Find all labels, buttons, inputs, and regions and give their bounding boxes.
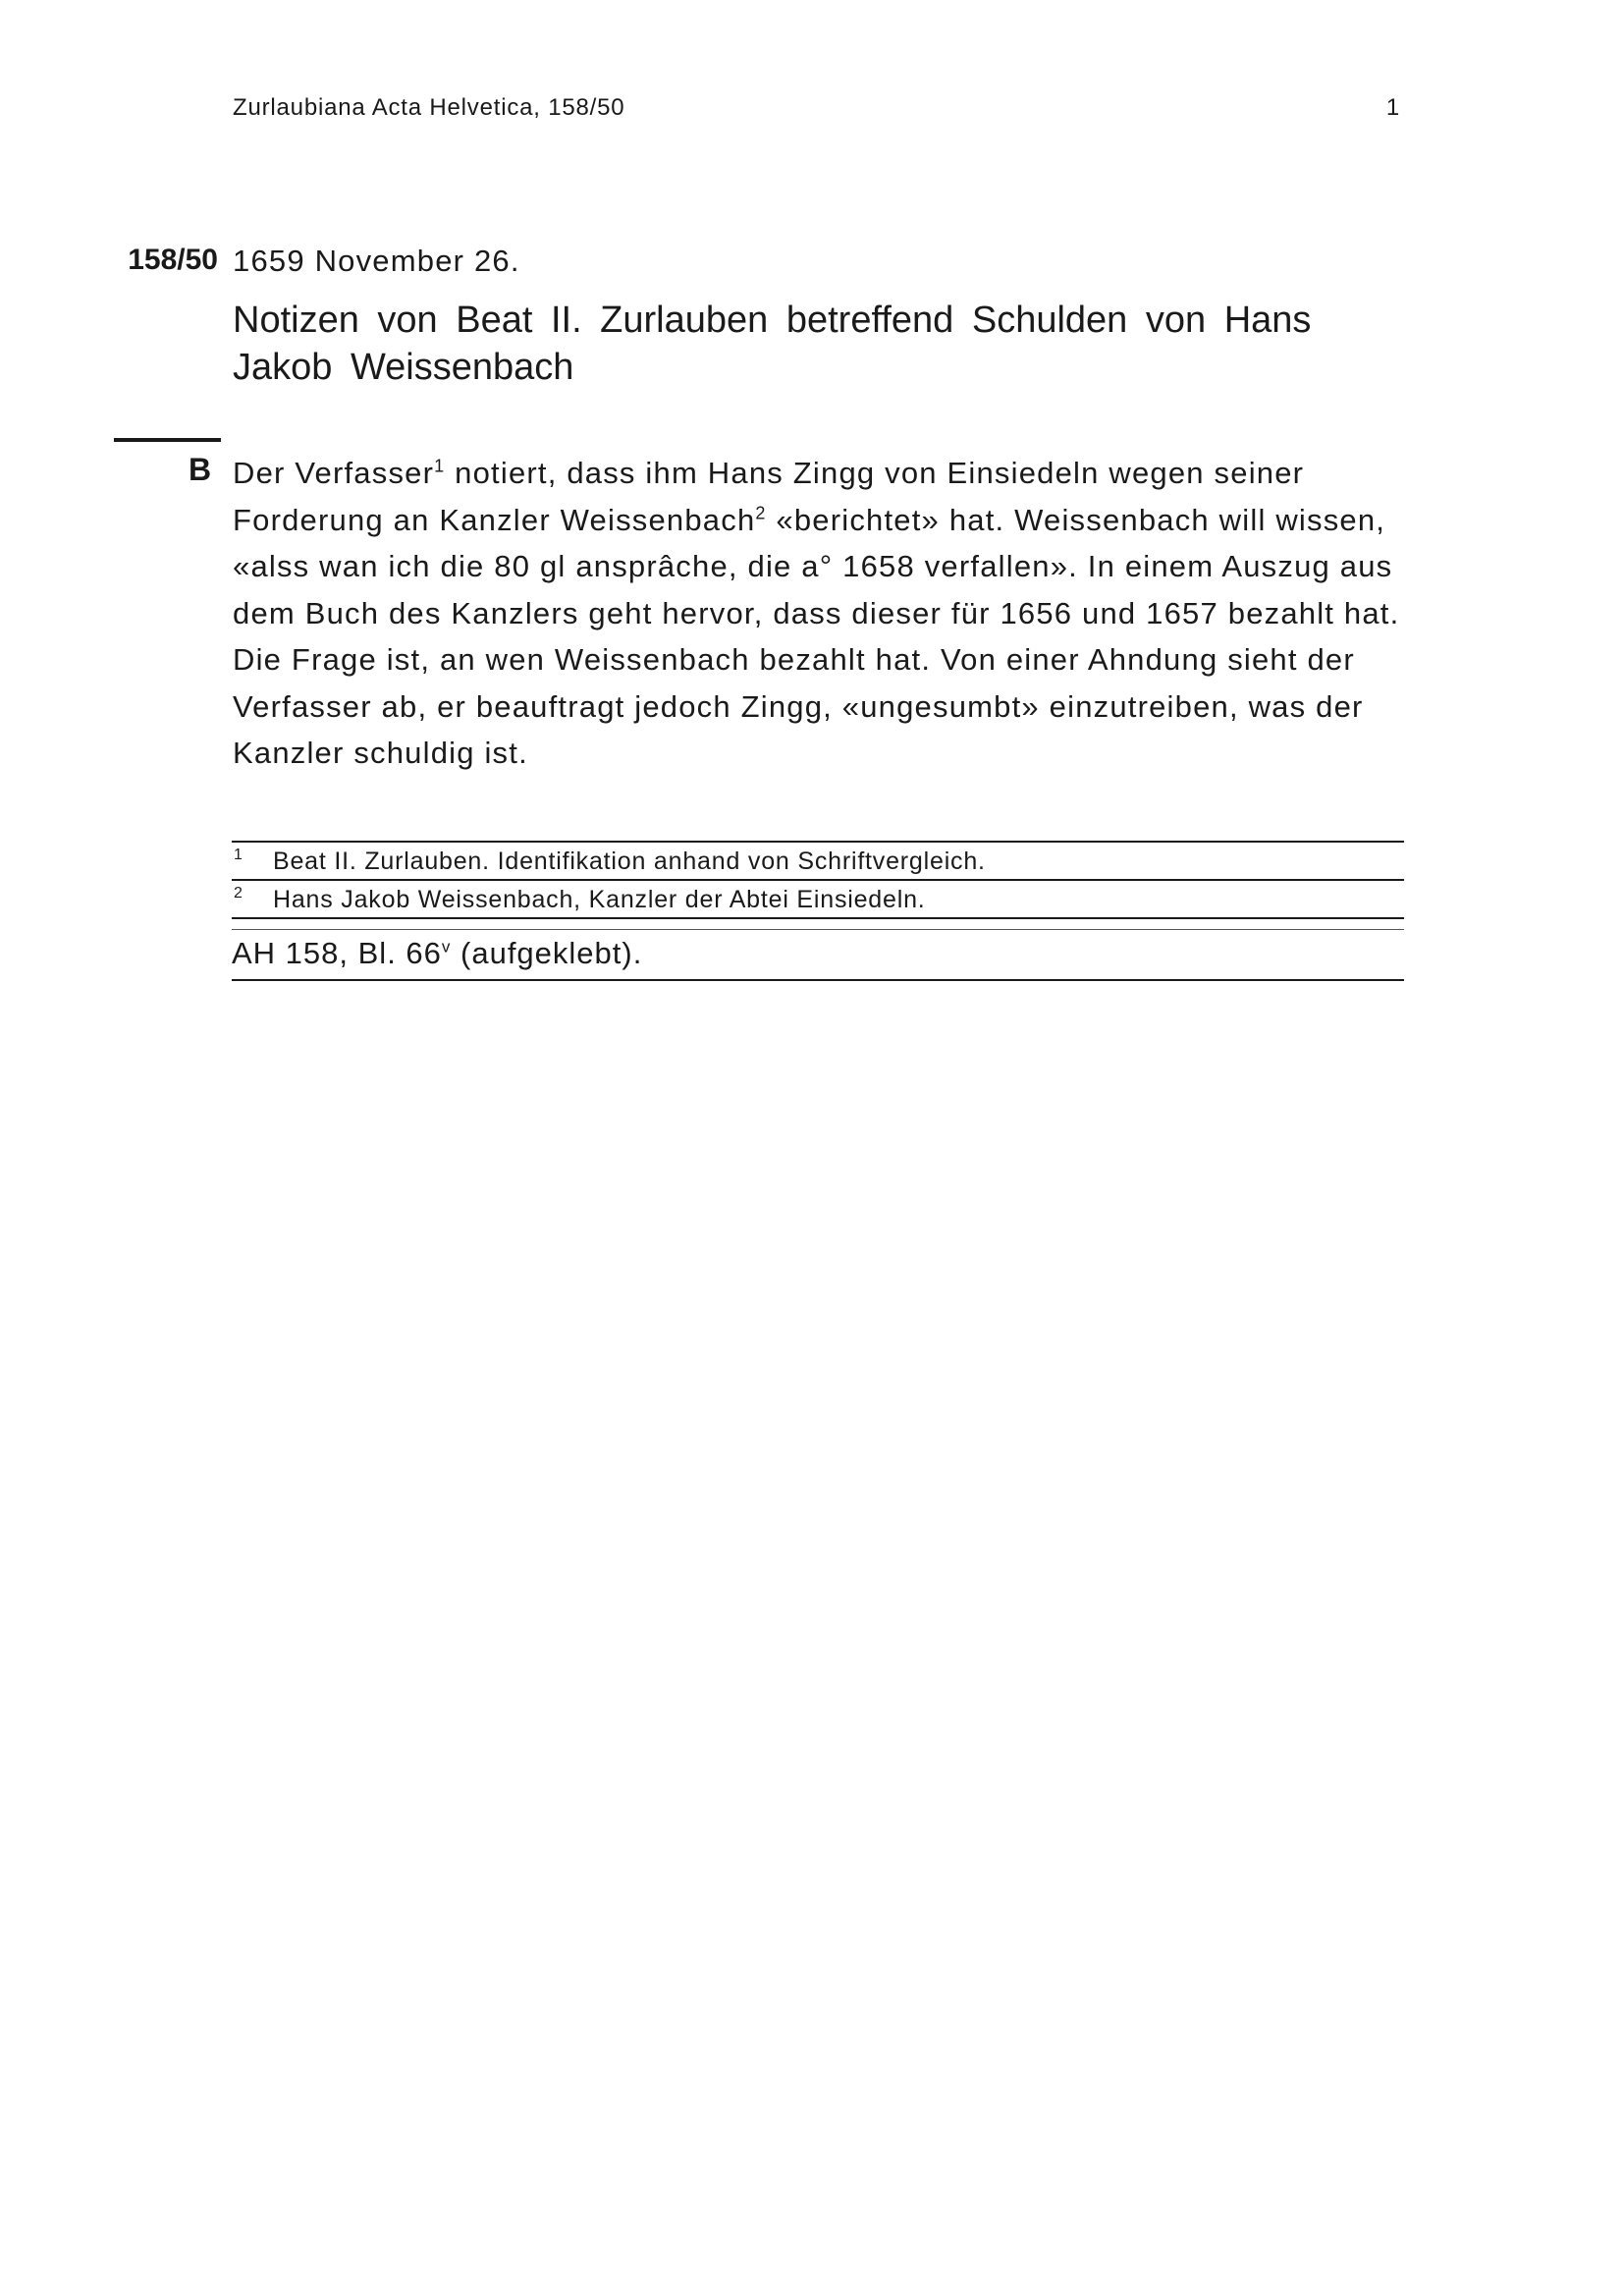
summary-marker: B [189,452,212,487]
running-title: Zurlaubiana Acta Helvetica, 158/50 [233,94,625,121]
document-number: 158/50 [128,244,218,276]
footnote-text: Beat II. Zurlauben. Identifikation anhand von Schriftvergleich. [273,847,986,875]
source-text-after: (aufgeklebt). [451,936,643,970]
section-rule [114,438,221,442]
source-text [232,936,642,971]
summary-text-1: Der Verfasser [233,456,435,490]
footnote-1 [232,843,1404,881]
page-number: 1 [1385,94,1400,121]
footnote-mark: 2 [234,885,243,902]
footnote-text: Hans Jakob Weissenbach, Kanzler der Abtei Einsiedeln. [273,886,926,913]
source-reference [232,929,1404,981]
running-header [233,94,1404,128]
footnote-2 [232,881,1404,919]
summary-text-3: «berichtet» hat. Weissenbach will wissen, «alss wan ich die 80 gl ansprâche, die a° 1658 verfallen». In einem Auszug aus dem Buch des Kanzlers geht hervor, dass dieser für 1656 und 1657 bezahlt hat. Die Frage ist, an wen Weissenbach bezahlt hat. Von einer Ahndung sieht der Verfasser ab, er beauftragt jedoch Zingg, «ungesumbt» einzutreiben, was der Kanzler schuldig ist. [233,502,1400,770]
summary-text-2: notiert, dass ihm Hans Zingg von Einsiedeln wegen seiner Forderung an Kanzler Weissenbach [233,456,1305,537]
footnote-ref-2[interactable]: 2 [755,503,767,523]
document-title: Notizen von Beat II. Zurlauben betreffend Schulden von Hans Jakob Weissenbach [233,300,1312,388]
document-date: 1659 November 26. [233,244,520,278]
summary-paragraph [233,450,1411,777]
footnote-ref-1[interactable]: 1 [434,456,446,476]
footnote-mark: 1 [234,847,243,863]
footnotes [232,841,1404,919]
source-text-before: AH 158, Bl. 66 [232,936,442,970]
source-superscript: v [441,937,452,957]
